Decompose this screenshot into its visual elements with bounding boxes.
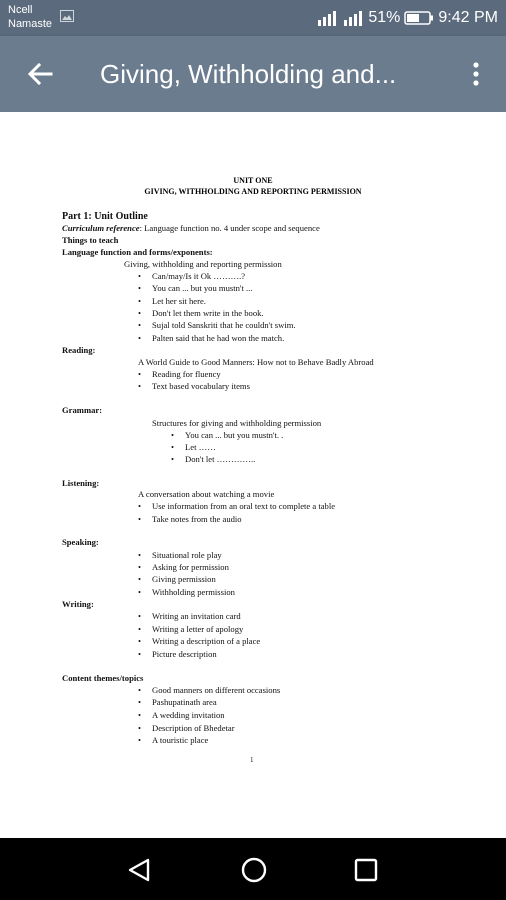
list-item: • Text based vocabulary items [152,381,250,392]
list-item: • Palten said that he had won the match. [152,333,284,344]
curriculum-text: : Language function no. 4 under scope and sequence [139,223,320,233]
arrow-back-icon[interactable] [26,60,54,88]
listening-label: Listening: [62,478,100,488]
list-item: • Withholding permission [152,587,235,598]
signal-2-icon [342,10,364,26]
language-function-intro: Giving, withholding and reporting permission [124,259,282,269]
list-item: • Use information from an oral text to complete a table [152,501,335,512]
list-item: • Can/may/Is it Ok ……….? [152,271,245,282]
list-item: • Take notes from the audio [152,514,242,525]
list-item: • You can ... but you mustn't. . [185,430,283,441]
more-vert-icon[interactable] [466,60,486,88]
nav-home-icon[interactable] [240,856,268,884]
listening-intro: A conversation about watching a movie [138,489,275,499]
nav-recents-icon[interactable] [354,858,378,882]
language-function-label: Language function and forms/exponents: [62,247,213,257]
list-item: • Writing an invitation card [152,611,241,622]
list-item: • Writing a description of a place [152,636,260,647]
app-bar [0,36,506,112]
nav-back-icon[interactable] [126,857,152,883]
list-item: • A touristic place [152,735,208,746]
reading-intro: A World Guide to Good Manners: How not to Behave Badly Abroad [138,357,374,367]
list-item: • Pashupatinath area [152,697,217,708]
clock: 9:42 PM [438,9,498,26]
grammar-label: Grammar: [62,405,103,415]
image-notification-icon [60,10,74,22]
status-indicators [316,8,498,28]
battery-icon [404,10,434,26]
list-item: • A wedding invitation [152,710,225,721]
grammar-intro: Structures for giving and withholding permission [152,418,322,428]
part-heading: Part 1: Unit Outline [62,211,148,222]
list-item: • Giving permission [152,574,216,585]
carrier-line-2: Namaste [8,18,53,30]
list-item: • Asking for permission [152,562,229,573]
status-bar [0,0,506,36]
page-title: Giving, Withholding and... [100,59,397,89]
list-item: • Situational role play [152,550,222,561]
battery-percent: 51% [368,9,401,26]
curriculum-reference [62,223,320,234]
list-item: • Let her sit here. [152,296,206,307]
unit-title: GIVING, WITHHOLDING AND REPORTING PERMISSION [144,187,362,196]
writing-label: Writing: [62,599,94,609]
speaking-label: Speaking: [62,537,99,547]
system-nav-bar [0,838,506,900]
curriculum-label: Curriculum reference [62,223,140,233]
list-item: • Don't let them write in the book. [152,308,264,319]
carrier-name [8,3,52,31]
things-to-teach-label: Things to teach [62,235,119,245]
list-item: • Good manners on different occasions [152,685,280,696]
document-page[interactable] [0,112,506,838]
list-item: • Reading for fluency [152,369,221,380]
list-item: • Let …… [185,442,216,453]
content-themes-label: Content themes/topics [62,673,144,683]
signal-1-icon [316,10,338,26]
list-item: • Description of Bhedetar [152,723,235,734]
carrier-line-1: Ncell [8,4,33,16]
list-item: • Don't let ………….. [185,454,255,465]
unit-label: UNIT ONE [233,176,273,185]
list-item: • Writing a letter of apology [152,624,243,635]
list-item: • You can ... but you mustn't ... [152,283,252,294]
page-number: 1 [250,756,254,764]
list-item: • Sujal told Sanskriti that he couldn't swim. [152,320,296,331]
reading-label: Reading: [62,345,96,355]
list-item: • Picture description [152,649,217,660]
